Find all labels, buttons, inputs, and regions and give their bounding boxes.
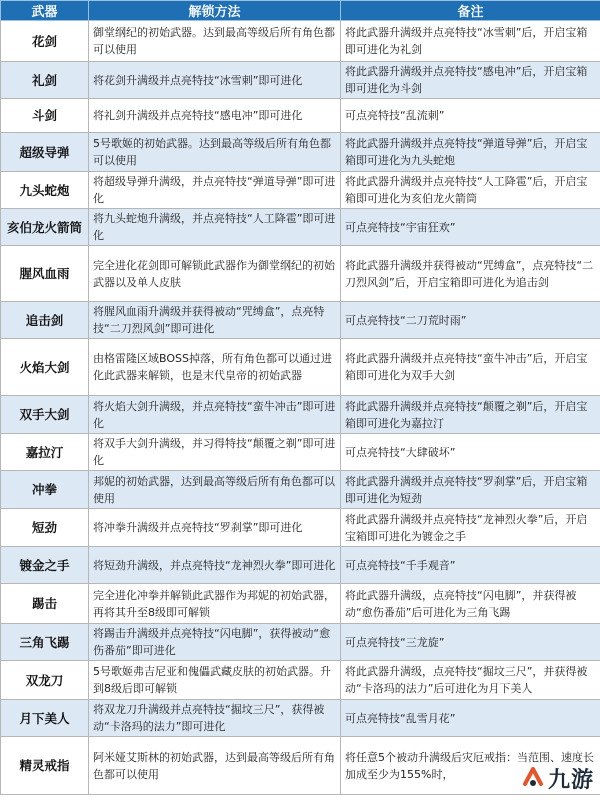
unlock-method: 将踢击升满级并点亮特技“闪电脚”，获得被动“愈伤番茄”即可进化 <box>89 624 341 661</box>
table-row <box>1 471 600 509</box>
table-row <box>1 209 600 246</box>
weapon-name: 火焰大剑 <box>1 339 89 396</box>
unlock-method: 将短劲升满级，并点亮特技“龙神烈火拳”即可进化 <box>89 547 341 584</box>
unlock-method: 邦妮的初始武器，达到最高等级后所有角色都可以使用 <box>89 471 341 509</box>
table-row <box>1 172 600 209</box>
header-weapon: 武器 <box>1 1 89 21</box>
unlock-method: 将九头蛇炮升满级，并点亮特技“人工降雹”即可进化 <box>89 209 341 246</box>
note: 将任意5个被动升满级后灾厄戒指：当范围、速度长加成至少为155%时， <box>341 737 600 795</box>
unlock-method: 将腥风血雨升满级并获得被动“咒缚盒”，点亮特技“二刀烈风剑”即可进化 <box>89 302 341 339</box>
note: 可点亮特技“宇宙狂欢” <box>341 209 600 246</box>
header-unlock-method: 解锁方法 <box>89 1 341 21</box>
unlock-method: 将双龙刀升满级并点亮特技“掘坟三尺”，获得被动“卡洛玛的法力”即可进化 <box>89 700 341 737</box>
weapon-name: 踢击 <box>1 584 89 624</box>
note: 可点亮特技“大肆破坏” <box>341 434 600 471</box>
note: 将此武器升满级并点亮特技“蛮牛冲击”后，开启宝箱即可进化为双手大剑 <box>341 339 600 396</box>
table-row <box>1 99 600 133</box>
weapon-name: 礼剑 <box>1 62 89 99</box>
weapon-name: 九头蛇炮 <box>1 172 89 209</box>
weapon-name: 双龙刀 <box>1 661 89 700</box>
table-row <box>1 547 600 584</box>
note: 将此武器升满级并点亮特技“颠覆之剃”后，开启宝箱即可进化为嘉拉汀 <box>341 396 600 434</box>
table-row <box>1 302 600 339</box>
note: 可点亮特技“二刀荒时雨” <box>341 302 600 339</box>
unlock-method: 将双手大剑升满级，并习得特技“颠覆之剃”即可进化 <box>89 434 341 471</box>
weapon-name: 花剑 <box>1 21 89 62</box>
table-row <box>1 396 600 434</box>
note: 将此武器升满级，点亮特技“闪电脚”，并获得被动“愈伤番茄”后可进化为三角飞踢 <box>341 584 600 624</box>
table-header-row <box>1 1 600 21</box>
weapon-name: 追击剑 <box>1 302 89 339</box>
table-row <box>1 434 600 471</box>
unlock-method: 将花剑升满级并点亮特技“冰雪刺”即可进化 <box>89 62 341 99</box>
weapon-name: 腥风血雨 <box>1 246 89 302</box>
logo-text: 九游 <box>547 768 594 793</box>
table-row <box>1 62 600 99</box>
unlock-method: 完全进化冲拳并解锁此武器作为邦妮的初始武器，再将其升至8级即可解锁 <box>89 584 341 624</box>
weapon-name: 斗剑 <box>1 99 89 133</box>
weapon-name: 短劲 <box>1 509 89 547</box>
unlock-method: 完全进化花剑即可解锁此武器作为御堂纲纪的初始武器以及单人皮肤 <box>89 246 341 302</box>
weapon-name: 亥伯龙火箭筒 <box>1 209 89 246</box>
table-row <box>1 584 600 624</box>
jiuyou-logo-icon <box>520 764 546 794</box>
table-row <box>1 700 600 737</box>
unlock-method: 将超级导弹升满级，并点亮特技“弹道导弹”即可进化 <box>89 172 341 209</box>
weapon-name: 超级导弹 <box>1 133 89 172</box>
unlock-method: 将礼剑升满级并点亮特技“感电冲”即可进化 <box>89 99 341 133</box>
note: 将此武器升满级并点亮特技“感电冲”后，开启宝箱即可进化为斗剑 <box>341 62 600 99</box>
unlock-method: 由格雷隆区域BOSS掉落，所有角色都可以通过进化此武器来解锁，也是末代皇帝的初始武器 <box>89 339 341 396</box>
table-row <box>1 509 600 547</box>
weapon-name: 精灵戒指 <box>1 737 89 795</box>
table-row <box>1 737 600 795</box>
header-note: 备注 <box>341 1 600 21</box>
weapon-name: 镀金之手 <box>1 547 89 584</box>
note: 将此武器升满级并点亮特技“冰雪刺”后，开启宝箱即可进化为礼剑 <box>341 21 600 62</box>
note: 将此武器升满级并点亮特技“罗刹掌”后，开启宝箱即可进化为短劲 <box>341 471 600 509</box>
note: 可点亮特技“三龙旋” <box>341 624 600 661</box>
table-row <box>1 661 600 700</box>
unlock-method: 阿米娅艾斯林的初始武器，达到最高等级后所有角色都可以使用 <box>89 737 341 795</box>
table-row <box>1 21 600 62</box>
table-row <box>1 624 600 661</box>
weapon-name: 月下美人 <box>1 700 89 737</box>
weapon-name: 冲拳 <box>1 471 89 509</box>
note: 可点亮特技“乱流刺” <box>341 99 600 133</box>
table-row <box>1 246 600 302</box>
weapon-name: 双手大剑 <box>1 396 89 434</box>
weapon-name: 三角飞踢 <box>1 624 89 661</box>
note: 将此武器升满级并获得被动“咒缚盒”，点亮特技“二刀烈风剑”后，开启宝箱即可进化为追击剑 <box>341 246 600 302</box>
note: 将此武器升满级并点亮特技“人工降雹”后，开启宝箱即可进化为亥伯龙火箭筒 <box>341 172 600 209</box>
jiuyou-logo <box>520 763 594 794</box>
note: 将此武器升满级，点亮特技“掘坟三尺”，并获得被动“卡洛玛的法力”后可进化为月下美人 <box>341 661 600 700</box>
note: 可点亮特技“千手观音” <box>341 547 600 584</box>
note: 可点亮特技“乱雪月花” <box>341 700 600 737</box>
table-row <box>1 133 600 172</box>
note: 将此武器升满级并点亮特技“龙神烈火拳”后，开启宝箱即可进化为镀金之手 <box>341 509 600 547</box>
unlock-method: 5号歌姬的初始武器。达到最高等级后所有角色都可以使用 <box>89 133 341 172</box>
unlock-method: 御堂纲纪的初始武器。达到最高等级后所有角色都可以使用 <box>89 21 341 62</box>
unlock-method: 5号歌姬弗吉尼亚和傀儡武藏皮肤的初始武器。升到8级后即可解锁 <box>89 661 341 700</box>
table-row <box>1 339 600 396</box>
unlock-method: 将冲拳升满级并点亮特技“罗刹掌”即可进化 <box>89 509 341 547</box>
weapon-name: 嘉拉汀 <box>1 434 89 471</box>
unlock-method: 将火焰大剑升满级，并点亮特技“蛮牛冲击”即可进化 <box>89 396 341 434</box>
note: 将此武器升满级并点亮特技“弹道导弹”后，开启宝箱即可进化为九头蛇炮 <box>341 133 600 172</box>
